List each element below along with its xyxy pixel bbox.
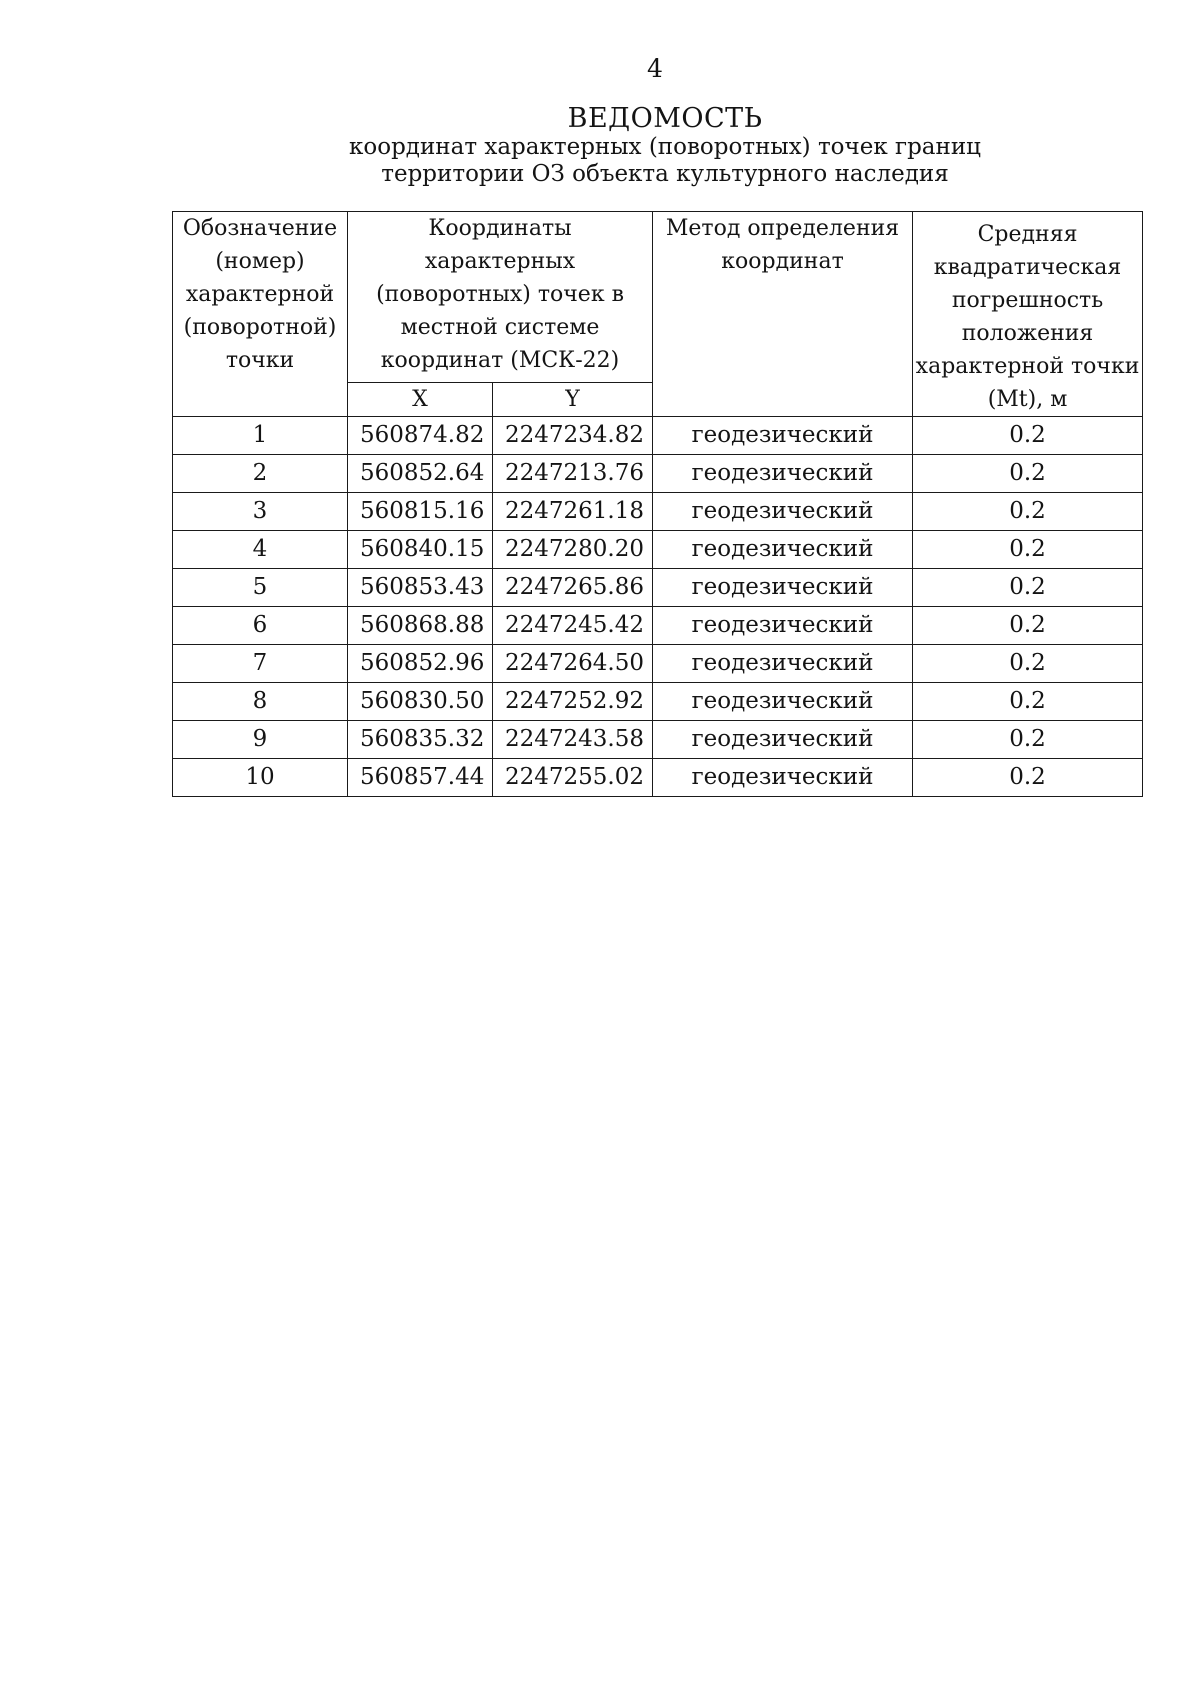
table-row	[173, 531, 1143, 569]
table-row	[173, 569, 1143, 607]
cell-y-coordinate: 2247261.18	[493, 493, 653, 531]
table-row	[173, 417, 1143, 455]
cell-point-number: 4	[173, 531, 348, 569]
title-block	[0, 104, 1200, 188]
cell-x-coordinate: 560835.32	[348, 721, 493, 759]
header-method: Метод определения координат	[653, 212, 913, 417]
document-subtitle-line-1: координат характерных (поворотных) точек границ	[349, 134, 981, 160]
table-row	[173, 455, 1143, 493]
cell-point-number: 5	[173, 569, 348, 607]
cell-y-coordinate: 2247252.92	[493, 683, 653, 721]
cell-method: геодезический	[653, 569, 913, 607]
cell-x-coordinate: 560840.15	[348, 531, 493, 569]
cell-y-coordinate: 2247213.76	[493, 455, 653, 493]
cell-y-coordinate: 2247265.86	[493, 569, 653, 607]
cell-point-number: 2	[173, 455, 348, 493]
cell-y-coordinate: 2247264.50	[493, 645, 653, 683]
cell-error: 0.2	[913, 455, 1143, 493]
cell-point-number: 7	[173, 645, 348, 683]
cell-y-coordinate: 2247245.42	[493, 607, 653, 645]
cell-method: геодезический	[653, 683, 913, 721]
cell-method: геодезический	[653, 721, 913, 759]
header-coordinates: Координаты характерных (поворотных) точек в местной системе координат (МСК-22)	[348, 212, 653, 383]
cell-error: 0.2	[913, 531, 1143, 569]
cell-method: геодезический	[653, 759, 913, 797]
cell-x-coordinate: 560857.44	[348, 759, 493, 797]
cell-point-number: 9	[173, 721, 348, 759]
table-row	[173, 493, 1143, 531]
cell-error: 0.2	[913, 759, 1143, 797]
table-row	[173, 759, 1143, 797]
cell-y-coordinate: 2247255.02	[493, 759, 653, 797]
table-row	[173, 683, 1143, 721]
table-row	[173, 645, 1143, 683]
cell-x-coordinate: 560830.50	[348, 683, 493, 721]
table-body	[173, 417, 1143, 797]
header-y: Y	[493, 383, 653, 417]
header-x: X	[348, 383, 493, 417]
document-subtitle-line-2: территории ОЗ объекта культурного наследия	[381, 161, 949, 187]
cell-y-coordinate: 2247280.20	[493, 531, 653, 569]
page-number: 4	[647, 54, 663, 83]
cell-error: 0.2	[913, 683, 1143, 721]
cell-y-coordinate: 2247243.58	[493, 721, 653, 759]
cell-error: 0.2	[913, 721, 1143, 759]
cell-point-number: 1	[173, 417, 348, 455]
table-row	[173, 607, 1143, 645]
cell-x-coordinate: 560874.82	[348, 417, 493, 455]
cell-error: 0.2	[913, 417, 1143, 455]
header-point-designation: Обозначение (номер) характерной (поворотной) точки	[173, 212, 348, 417]
cell-method: геодезический	[653, 531, 913, 569]
cell-error: 0.2	[913, 645, 1143, 683]
cell-x-coordinate: 560852.96	[348, 645, 493, 683]
cell-x-coordinate: 560815.16	[348, 493, 493, 531]
cell-point-number: 6	[173, 607, 348, 645]
cell-point-number: 10	[173, 759, 348, 797]
cell-point-number: 8	[173, 683, 348, 721]
cell-error: 0.2	[913, 607, 1143, 645]
coordinates-table	[172, 211, 1143, 797]
cell-x-coordinate: 560868.88	[348, 607, 493, 645]
header-mean-square-error: Средняя квадратическая погрешность положения характерной точки (Mt), м	[913, 212, 1143, 417]
document-title: ВЕДОМОСТЬ	[567, 103, 763, 134]
cell-method: геодезический	[653, 645, 913, 683]
cell-method: геодезический	[653, 417, 913, 455]
cell-point-number: 3	[173, 493, 348, 531]
cell-x-coordinate: 560853.43	[348, 569, 493, 607]
table-row	[173, 721, 1143, 759]
cell-method: геодезический	[653, 607, 913, 645]
cell-method: геодезический	[653, 493, 913, 531]
cell-error: 0.2	[913, 493, 1143, 531]
cell-method: геодезический	[653, 455, 913, 493]
cell-x-coordinate: 560852.64	[348, 455, 493, 493]
table-header	[173, 212, 1143, 417]
cell-y-coordinate: 2247234.82	[493, 417, 653, 455]
cell-error: 0.2	[913, 569, 1143, 607]
